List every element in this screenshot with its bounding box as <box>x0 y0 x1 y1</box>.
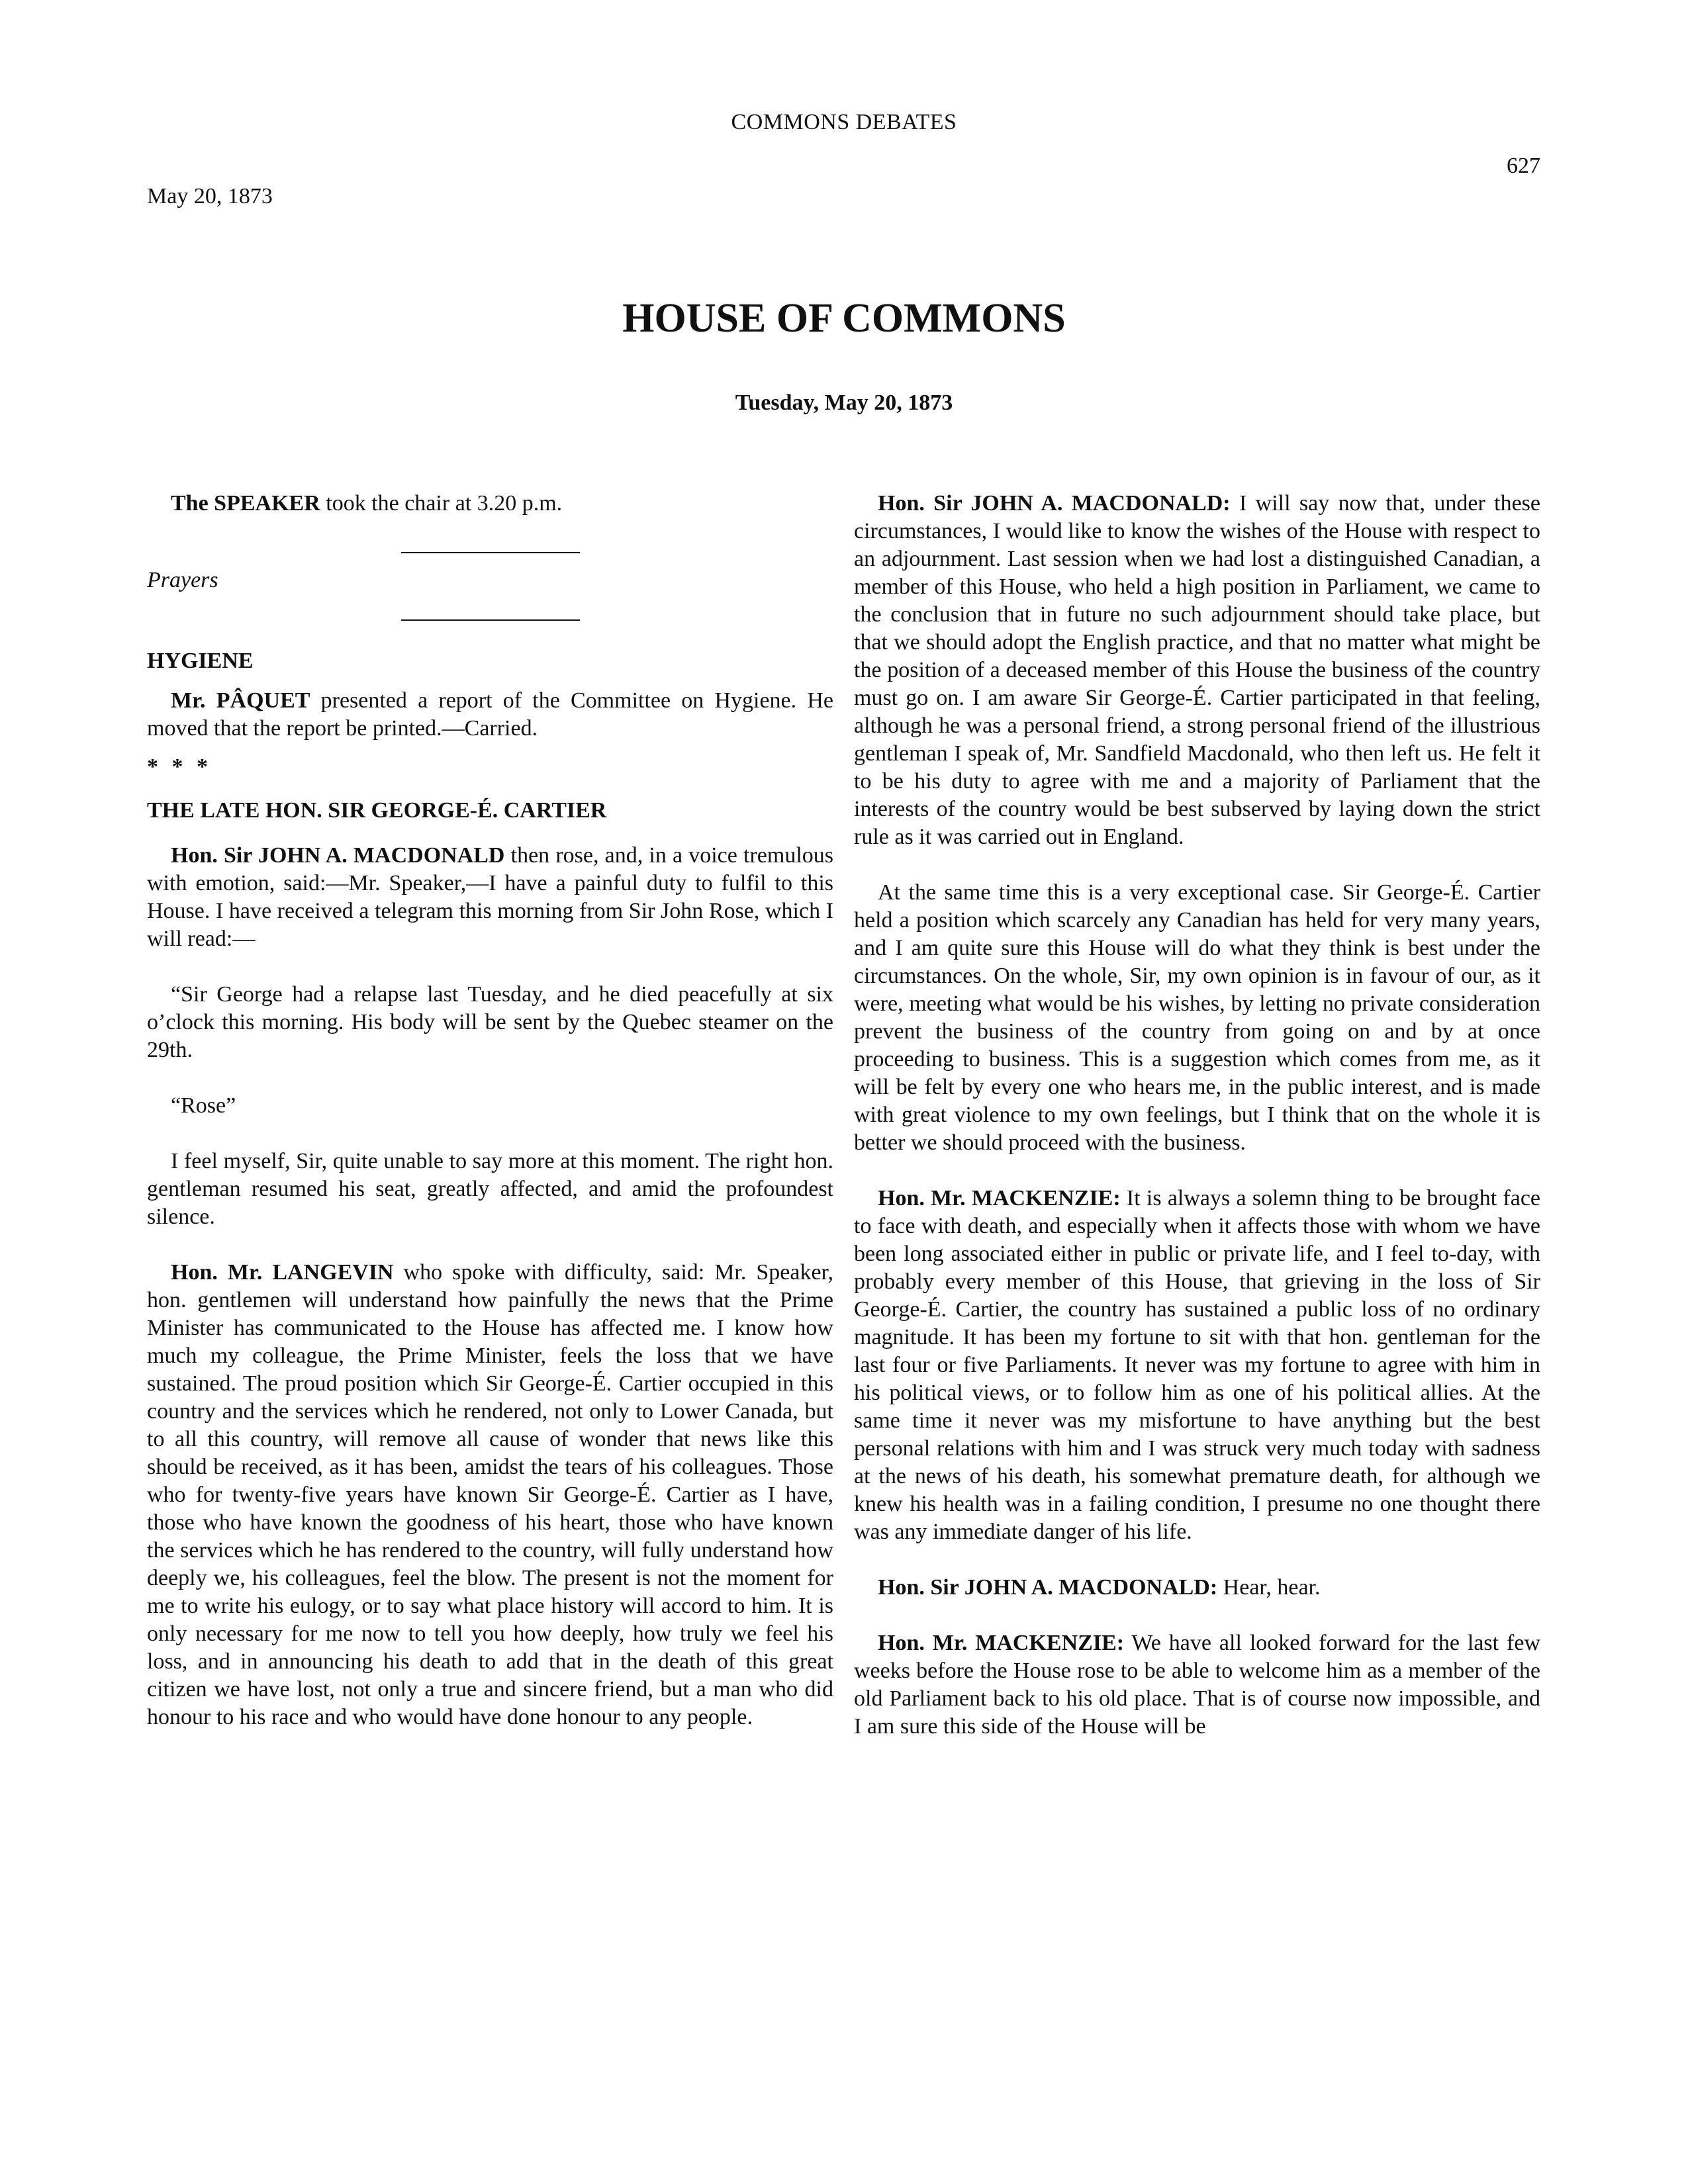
speaker-name: Mr. PÂQUET <box>171 688 310 713</box>
macdonald-hear-paragraph <box>854 1574 1540 1602</box>
mackenzie-paragraph <box>854 1185 1540 1546</box>
paragraph-text: I will say now that, under these circumstances, I would like to know the wishes of the House with respect to an adjournment. Last session when we had lost a distinguished Canadian, a member of this House, who held a high position in Parliament, we came to the conclusion that in future no such adjournment should take place, but that we should adopt the English practice, and that no matter what might be the position of a deceased member of this House the business of the country must go on. I am aware Sir George-É. Cartier participated in that feeling, although he was a personal friend, a strong personal friend of the illustrious gentleman I speak of, Mr. Sandfield Macdonald, who then left us. He felt it to be his duty to agree with me and a majority of Parliament that the interests of the country would be best subserved by laying down the strict rule as it was carried out in England. <box>854 491 1540 849</box>
right-column <box>854 490 1540 1741</box>
running-head: COMMONS DEBATES <box>731 110 957 134</box>
paragraph-text: We have all looked forward for the last few weeks before the House rose to be able to welcome him as a member of the old Parliament back to his old place. That is of course now impossible, and I am sure this side of the House will be <box>854 1631 1540 1739</box>
left-column <box>147 490 833 1731</box>
hygiene-paragraph <box>147 687 833 743</box>
prayers-label: Prayers <box>147 568 218 592</box>
speaker-name: Hon. Sir JOHN A. MACDONALD: <box>878 1575 1218 1600</box>
mackenzie-closing-paragraph <box>854 1629 1540 1741</box>
paragraph-text: who spoke with difficulty, said: Mr. Speaker, hon. gentlemen will understand how painfully the news that the Prime Minister has communicated to the House has affected me. I know how much my colleague, the Prime Minister, feels the loss that we have sustained. The proud position which Sir George-É. Cartier occupied in this country and the services which he rendered, not only to Lower Canada, but to all this country, will remove all cause of wonder that news like this should be received, as it has been, amidst the tears of his colleagues. Those who for twenty-five years have known Sir George-É. Cartier as I have, those who have known the goodness of his heart, those who have known the services which he has rendered to the country, will fully understand how deeply we, his colleagues, feel the blow. The present is not the moment for me to write his eulogy, or to say what place history will accord to him. It is only necessary for me now to tell you how deeply, how truly we feel his loss, and in announcing his death to add that in the death of this great citizen we have lost, not only a true and sincere friend, but a man who did honour to his race and who would have done honour to any people. <box>147 1260 833 1729</box>
paragraph-text: presented a report of the Committee on Hygiene. He moved that the report be printed.—Carried. <box>147 688 833 741</box>
speaker-name: Hon. Mr. MACKENZIE: <box>878 1186 1121 1210</box>
paragraph-text: It is always a solemn thing to be brought face to face with death, and especially when it affects those with whom we have been long associated either in public or private life, and I feel to-day, with probably every member of this House, that grieving in the loss of Sir George-É. Cartier, the country has sustained a public loss of no ordinary magnitude. It has been my fortune to sit with that hon. gentleman for the last four or five Parliaments. It never was my fortune to agree with him in his political views, or to follow him as one of his political allies. At the same time it never was my misfortune to have anything but the best personal relations with him and I was struck very much today with sadness at the news of his death, his somewhat premature death, for although we knew his health was in a failing condition, I presume no one thought there was any immediate danger of his life. <box>854 1186 1541 1544</box>
langevin-paragraph <box>147 1259 833 1731</box>
telegram-signature: “Rose” <box>171 1093 236 1118</box>
divider-rule <box>401 619 580 621</box>
page-number: 627 <box>1507 154 1540 178</box>
speaker-name: Hon. Mr. LANGEVIN <box>171 1260 394 1285</box>
paragraph-text: then rose, and, in a voice tremulous with emotion, said:—Mr. Speaker,—I have a painful duty to fulfil to this House. I have received a telegram this morning from Sir John Rose, which I will read:— <box>147 843 833 951</box>
speaker-name: Hon. Sir JOHN A. MACDONALD <box>171 843 505 868</box>
macdonald-adjournment-paragraph <box>854 490 1540 851</box>
speaker-name: The SPEAKER <box>171 491 320 516</box>
speaker-name: Hon. Mr. MACKENZIE: <box>878 1631 1125 1655</box>
telegram-paragraph: “Sir George had a relapse last Tuesday, and he died peacefully at six o’clock this morning. His body will be sent by the Quebec steamer on the 29th. <box>147 982 833 1062</box>
page-date: May 20, 1873 <box>147 184 273 208</box>
page-title: HOUSE OF COMMONS <box>622 296 1066 341</box>
section-heading-hygiene: HYGIENE <box>147 649 254 673</box>
macdonald-paragraph <box>147 842 833 953</box>
section-heading-cartier: THE LATE HON. SIR GEORGE-É. CARTIER <box>147 798 607 823</box>
sitting-date: Tuesday, May 20, 1873 <box>735 390 953 415</box>
macdonald-closing-paragraph: I feel myself, Sir, quite unable to say more at this moment. The right hon. gentleman resumed his seat, greatly affected, and amid the profoundest silence. <box>147 1149 833 1229</box>
paragraph-text: Hear, hear. <box>1217 1575 1321 1600</box>
paragraph-text: took the chair at 3.20 p.m. <box>320 491 563 516</box>
section-separator-stars: * * * <box>147 754 212 779</box>
speaker-name: Hon. Sir JOHN A. MACDONALD: <box>878 491 1231 516</box>
divider-rule <box>401 552 580 553</box>
exceptional-case-paragraph: At the same time this is a very exceptional case. Sir George-É. Cartier held a position which scarcely any Canadian has held for very many years, and I am quite sure this House will do what they think is best under the circumstances. On the whole, Sir, my own opinion is in favour of our, as it were, meeting what would be his wishes, by letting no private consideration prevent the business of the country from going on and by at once proceeding to business. This is a suggestion which comes from me, as it will be felt by every one who hears me, in the public interest, and is made with great violence to my own feelings, but I think that on the whole it is better we should proceed with the business. <box>854 880 1540 1155</box>
speaker-took-chair-paragraph <box>147 490 833 518</box>
